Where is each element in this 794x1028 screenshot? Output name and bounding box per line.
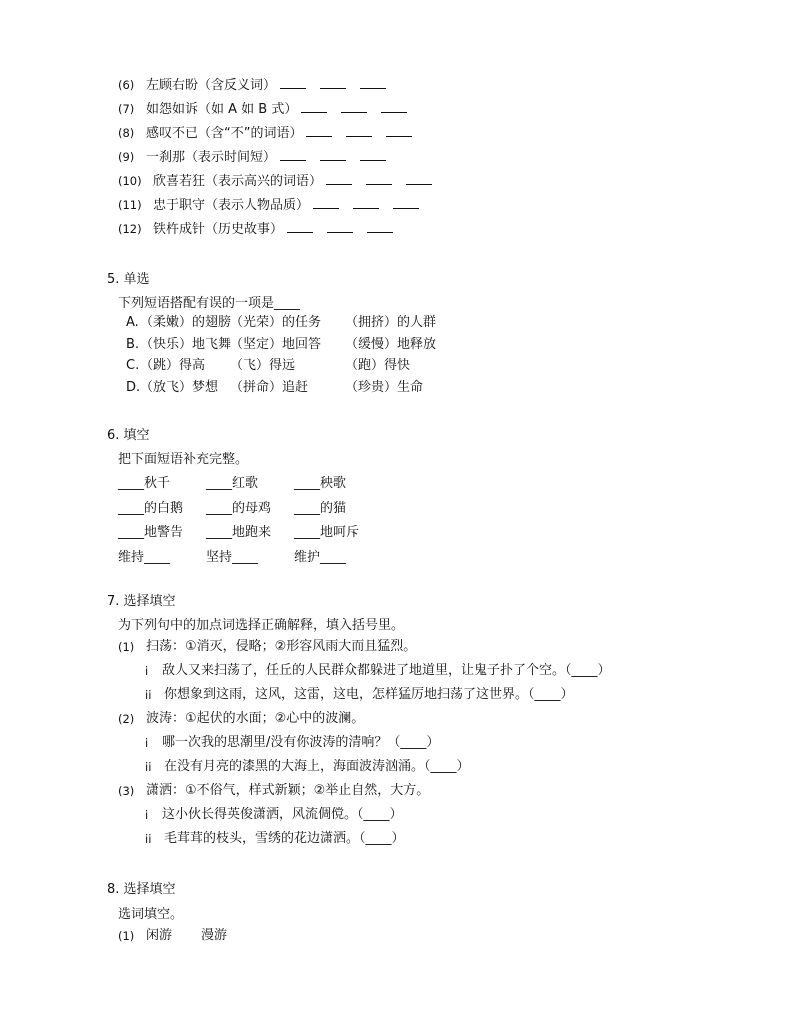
item-number: (11) [118,198,142,212]
item-number: (12) [118,222,142,236]
item-number: (1) [118,929,135,943]
item-number: (6) [118,78,135,92]
option-part: （坚定）地回答 [230,336,322,352]
fill-phrase[interactable]: ____的白鹅 [118,500,184,516]
answer-blank[interactable] [320,148,346,161]
option-part: （柔嫩）的翅膀 [140,315,232,330]
word-choice[interactable]: 漫游 [201,928,228,943]
answer-blank[interactable] [393,196,419,209]
item-number: (8) [118,126,135,140]
word-choice[interactable]: 闲游 [146,928,173,943]
fill-phrase[interactable]: ____的猫 [294,500,347,516]
item-number: (7) [118,102,135,116]
answer-blank[interactable] [341,100,367,113]
fill-phrase[interactable]: ____地呵斥 [294,525,360,540]
fill-phrase[interactable]: ____红歌 [206,476,259,491]
word-definition: 扫荡：①消灭，侵略；②形容风雨大而且猛烈。 [146,639,417,654]
answer-blank[interactable] [301,100,327,113]
item-number: (9) [118,150,135,164]
answer-blank[interactable] [381,100,407,113]
option-part: （放飞）梦想 [140,379,219,395]
fill-phrase[interactable]: ____秋千 [118,476,171,491]
answer-blank[interactable] [346,124,372,137]
sub-item-number: i [145,736,149,750]
option-label[interactable]: A. [126,315,139,330]
q6-stem: 把下面短语补充完整。 [118,452,249,467]
sub-item-number: ii [145,832,152,846]
item-number: (2) [118,712,135,726]
fill-phrase[interactable]: ____地跑来 [206,525,272,540]
answer-blank[interactable] [367,220,393,233]
q6-title: 6. 填空 [107,428,150,443]
item-number: (1) [118,640,135,654]
q7-title: 7. 选择填空 [107,594,176,609]
answer-blank[interactable] [386,124,412,137]
q5-title: 5. 单选 [107,272,150,287]
answer-blank[interactable] [360,148,386,161]
answer-blank[interactable] [406,172,432,185]
fill-phrase[interactable]: 维护____ [294,549,347,565]
option-part: （跳）得高 [140,358,206,373]
fill-phrase[interactable]: ____地警告 [118,525,184,540]
answer-blank[interactable] [320,76,346,89]
fill-phrase[interactable]: 维持____ [118,549,171,565]
item-text: 感叹不已（含“不”的词语） [146,126,303,141]
q8-stem: 选词填空。 [118,907,184,922]
item-text: 左顾右盼（含反义词） [146,78,277,93]
option-part: （拥挤）的人群 [345,315,437,330]
option-part: （飞）得远 [230,358,296,373]
answer-blank[interactable] [366,172,392,185]
sentence[interactable]: 哪一次我的思潮里/没有你波涛的清响？（____） [162,735,440,750]
item-text: 一刹那（表示时间短） [146,150,277,165]
sub-item-number: ii [145,688,152,702]
option-part: （光荣）的任务 [230,315,322,330]
word-definition: 潇洒：①不俗气，样式新颖；②举止自然，大方。 [146,783,430,798]
sentence[interactable]: 敌人又来扫荡了，任丘的人民群众都躲进了地道里，让鬼子扑了个空。（____） [162,663,611,678]
answer-blank[interactable] [280,76,306,89]
list-item [146,76,386,95]
sub-item-number: ii [145,760,152,774]
item-text: 如怨如诉（如 A 如 B 式） [146,102,298,117]
option-label[interactable]: C. [126,358,140,373]
list-item [153,172,432,191]
option-label[interactable]: D. [126,379,141,395]
q8-title: 8. 选择填空 [107,882,176,897]
item-text: 欣喜若狂（表示高兴的词语） [153,174,323,189]
sentence[interactable]: 这小伙长得英俊潇洒，风流倜傥。（____） [162,807,403,822]
word-definition: 波涛：①起伏的水面；②心中的波澜。 [146,711,365,726]
fill-phrase[interactable]: ____秧歌 [294,476,347,491]
sub-item-number: i [145,808,149,822]
sentence[interactable]: 在没有月亮的漆黑的大海上，海面波涛汹涌。（____） [164,759,470,774]
option-part: （跑）得快 [345,358,411,373]
answer-blank[interactable] [326,172,352,185]
item-number: (3) [118,784,135,798]
sentence[interactable]: 你想象到这雨，这风，这雷，这电，怎样猛厉地扫荡了这世界。（____） [164,687,574,702]
answer-blank[interactable] [280,148,306,161]
item-text: 忠于职守（表示人物品质） [153,198,310,213]
sub-item-number: i [145,664,149,678]
option-label[interactable]: B. [126,336,140,352]
q7-stem: 为下列句中的加点词选择正确解释，填入括号里。 [118,618,405,633]
item-number: (10) [118,174,142,188]
option-part: （拼命）追赶 [230,379,309,395]
list-item [146,148,386,167]
list-item [146,100,407,119]
list-item [153,220,393,239]
answer-blank[interactable] [353,196,379,209]
option-part: （缓慢）地释放 [345,336,437,352]
answer-blank[interactable] [360,76,386,89]
answer-blank[interactable] [306,124,332,137]
option-part: （珍贵）生命 [345,379,424,395]
answer-blank[interactable] [327,220,353,233]
fill-phrase[interactable]: 坚持____ [206,549,259,565]
sentence[interactable]: 毛茸茸的枝头，雪绣的花边潇洒。（____） [164,831,405,846]
option-part: （快乐）地飞舞 [140,336,232,352]
fill-phrase[interactable]: ____的母鸡 [206,500,272,516]
list-item [153,196,419,215]
answer-blank[interactable] [313,196,339,209]
list-item [146,124,412,143]
item-text: 铁杵成针（历史故事） [153,222,284,237]
q5-stem: 下列短语搭配有误的一项是____ [118,296,301,311]
answer-blank[interactable] [287,220,313,233]
